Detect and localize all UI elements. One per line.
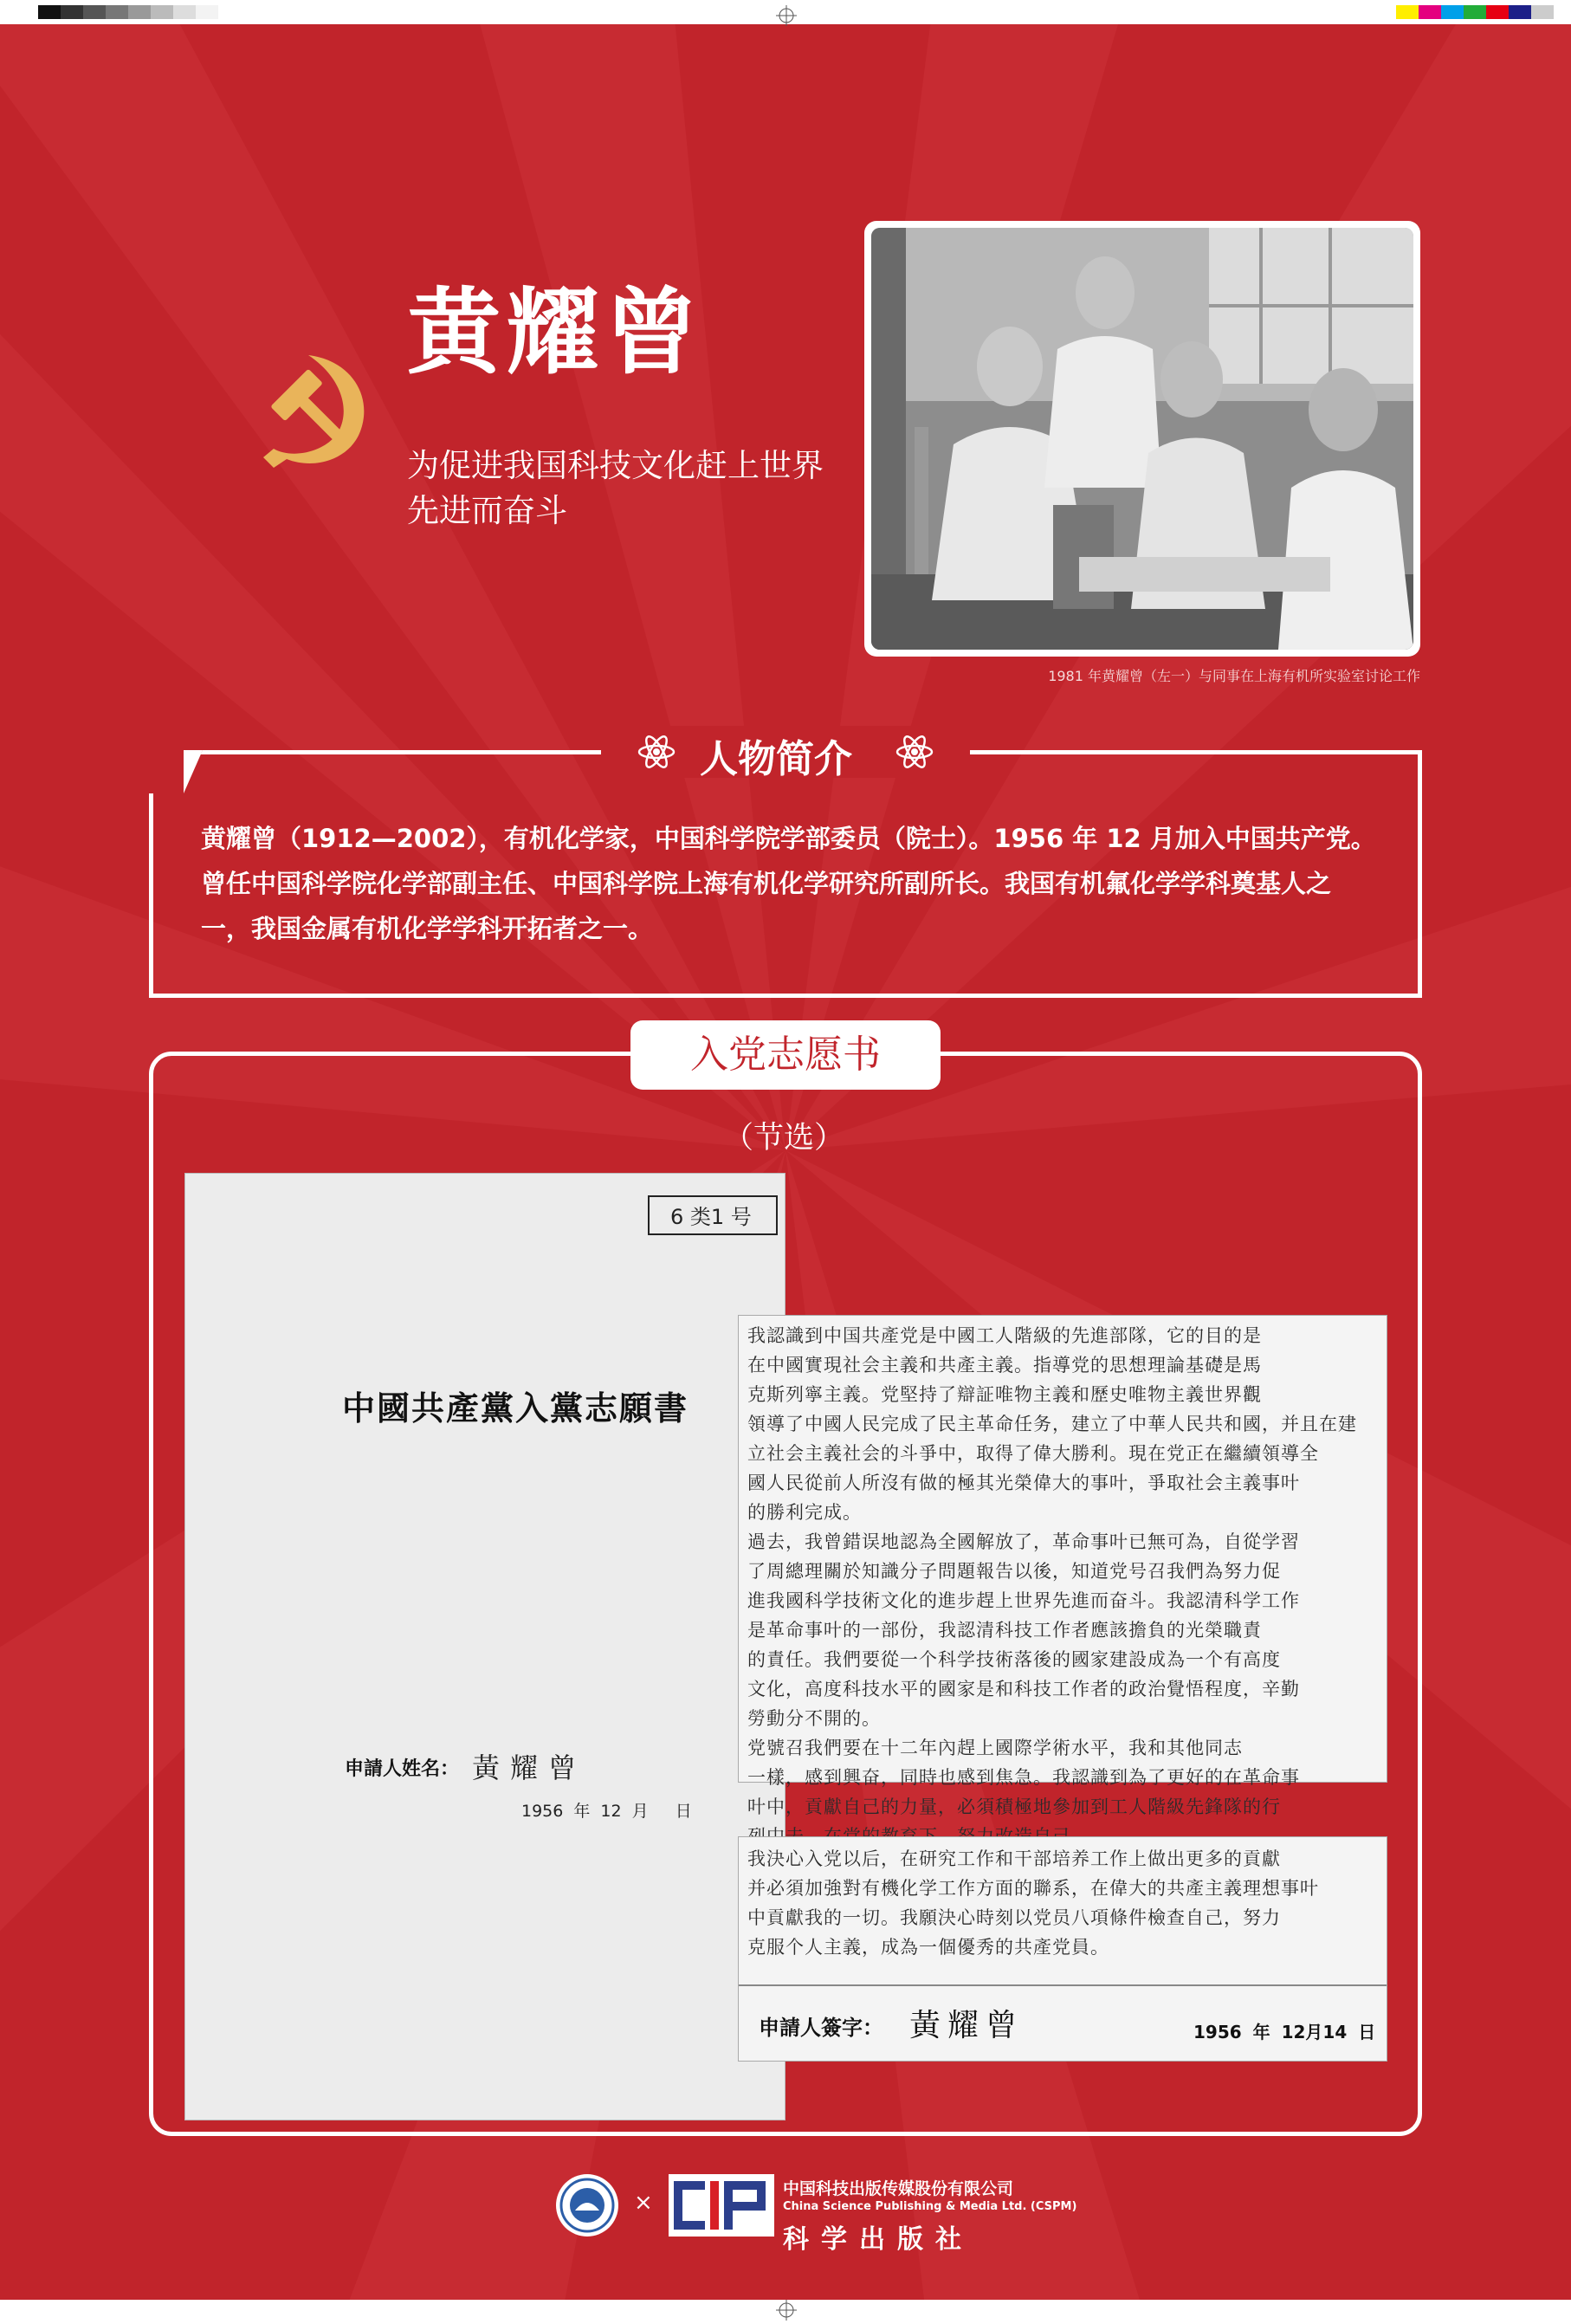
museum-seal-logo: [554, 2172, 620, 2238]
publisher-name-en: China Science Publishing & Media Ltd. (CSPM): [783, 2200, 1077, 2213]
cspm-logo: [669, 2174, 774, 2237]
publisher-imprint: 科学出版社: [783, 2224, 973, 2255]
atom-icon: [637, 733, 676, 771]
bio-box-corner-fold: [149, 750, 203, 793]
photo-caption: 1981 年黄耀曾（左一）与同事在上海有机所实验室讨论工作: [1048, 668, 1420, 684]
hammer-sickle-icon: [248, 345, 378, 475]
publisher-name-cn: 中国科技出版传媒股份有限公司: [783, 2179, 1014, 2198]
signature-name: 黃耀曾: [909, 2008, 1025, 2043]
print-grayscale-bar: [38, 5, 218, 19]
bio-title: 人物简介: [700, 737, 852, 781]
registration-mark-top: [776, 5, 797, 26]
cover-file-number: 6 类1 号: [648, 1195, 778, 1235]
application-cover: [184, 1173, 786, 2120]
slogan-line-2: 先进而奋斗: [407, 492, 567, 529]
slogan-line-1: 为促进我国科技文化赶上世界: [407, 447, 824, 484]
times-sign: ×: [634, 2190, 653, 2216]
historic-photo: [871, 228, 1413, 650]
signature-date: 1956 年 12月14 日: [1193, 2022, 1376, 2042]
letter-1-text: 我認識到中国共產党是中國工人階級的先進部隊，它的目的是 在中國實現社会主義和共產主義。指導党的思想理論基礎是馬 克斯列寧主義。党堅持了辯証唯物主義和歷史唯物主義世界觀 領導了中國人民完成了民主革命任务，建立了中華人民共和國，并且在建 立社会主義社会的斗爭中，取得了偉大勝利。現在党正在繼續領導全 國人民從前人所沒有做的極其光榮偉大的事叶，爭取社会主義事叶 的勝利完成。 過去，我曾錯误地認為全國解放了，革命事叶已無可為，自從学習 了周總理關於知識分子問題報告以後，知道党号召我們為努力促 進我國科学技術文化的進步趕上世界先進而奋斗。我認清科学工作 是革命事叶的一部份，我認清科技工作者應該擔負的光榮職責 的責任。我們要從一个科学技術落後的國家建設成為一个有高度 文化，高度科技水平的國家是和科技工作者的政治覺悟程度，辛勤 勞動分不開的。 党號召我們要在十二年內趕上國際学術水平，我和其他同志 一樣，感到興奋，同時也感到焦急。我認識到為了更好的在革命事 叶中，貢獻自己的力量，必須積極地參加到工人階級先鋒隊的行: [747, 1325, 1357, 1817]
bio-text: 黄耀曾（1912—2002），有机化学家，中国科学院学部委员（院士）。1956 年 12 月加入中国共产党。曾任中国科学院化学部副主任、中国科学院上海有机化学研究所副所长。我国有机氟化学学科奠基人之一，我国金属有机化学学科开拓者之一。: [201, 824, 1376, 943]
letter-2-text: 我決心入党以后，在研究工作和干部培养工作上做出更多的貢獻 并必須加強對有機化学工作方面的聯系，在偉大的共產主義理想事叶 中貢獻我的一切。我願決心時刻以党员八項條件檢查自己，努力 克服个人主義，成為一個優秀的共產党員。: [747, 1848, 1319, 1958]
application-title: 入党志愿书: [630, 1020, 941, 1090]
registration-mark-bottom: [776, 2300, 797, 2321]
cover-applicant-name: 黃耀曾: [472, 1751, 587, 1784]
slogan: [407, 443, 857, 534]
cover-title: 中國共產黨入黨志願書: [342, 1389, 689, 1427]
cover-date: 1956 年 12 月 日: [521, 1802, 692, 1821]
handwritten-letter-page-1: [738, 1315, 1387, 1817]
excerpt-note: （节选）: [722, 1121, 844, 1156]
signature-label: 申請人簽字：: [759, 2016, 883, 2040]
atom-icon: [895, 733, 934, 771]
print-color-bar: [1396, 5, 1554, 19]
cover-applicant-label: 申請人姓名：: [345, 1758, 460, 1780]
letter-divider: [739, 1984, 1387, 1986]
person-name: 黄耀曾: [407, 278, 704, 387]
